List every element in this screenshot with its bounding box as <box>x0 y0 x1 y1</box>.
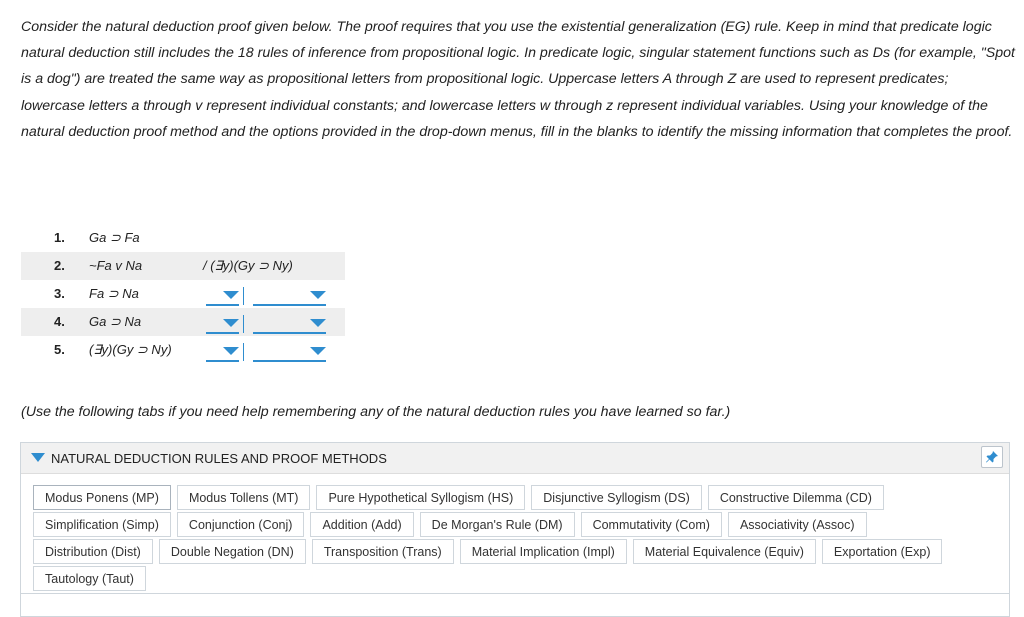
line-number: 1. <box>54 230 65 245</box>
proof-line-1 <box>21 224 345 252</box>
proof-table <box>21 224 345 364</box>
tab-material-implication[interactable]: Material Implication (Impl) <box>460 539 627 564</box>
proof-line-4 <box>21 308 345 336</box>
tab-row-3 <box>33 539 993 566</box>
justification-lines-dropdown[interactable] <box>206 343 239 362</box>
justification-rule-dropdown[interactable] <box>253 315 326 334</box>
rules-panel <box>20 442 1010 617</box>
line-formula: Ga ⊃ Fa <box>89 230 140 245</box>
tab-associativity[interactable]: Associativity (Assoc) <box>728 512 867 537</box>
tab-conjunction[interactable]: Conjunction (Conj) <box>177 512 305 537</box>
tab-row-2 <box>33 512 993 539</box>
tab-pure-hypothetical-syllogism[interactable]: Pure Hypothetical Syllogism (HS) <box>316 485 525 510</box>
tab-modus-ponens[interactable]: Modus Ponens (MP) <box>33 485 171 510</box>
line-formula: (∃y)(Gy ⊃ Ny) <box>89 342 172 357</box>
chevron-down-icon <box>310 291 326 299</box>
divider <box>243 315 244 333</box>
hint-text: (Use the following tabs if you need help remembering any of the natural deduction rules you have learned so far.) <box>21 404 731 420</box>
tab-row-4 <box>33 566 993 593</box>
justification-rule-dropdown[interactable] <box>253 287 326 306</box>
line-number: 4. <box>54 314 65 329</box>
tab-transposition[interactable]: Transposition (Trans) <box>312 539 454 564</box>
tab-addition[interactable]: Addition (Add) <box>310 512 413 537</box>
line-number: 2. <box>54 258 65 273</box>
tab-constructive-dilemma[interactable]: Constructive Dilemma (CD) <box>708 485 884 510</box>
chevron-down-icon <box>310 347 326 355</box>
line-formula: Ga ⊃ Na <box>89 314 142 329</box>
instructions-text: Consider the natural deduction proof given below. The proof requires that you use the existential generalization (EG) rule. Keep in mind that predicate logic natural deduction still includes the 18 rules of inference from propositional logic. In predicate logic, singular statement functions such as Ds (for example, "Spot is a dog") are treated the same way as propositional letters from propositional logic. Uppercase letters A through Z are used to represent predicates; lowercase letters a through v represent individual constants; and lowercase letters w through z represent individual variables. Using your knowledge of the natural deduction proof method and the options provided in the drop-down menus, fill in the blanks to identify the missing information that completes the proof. <box>21 19 1015 140</box>
justification-lines-dropdown[interactable] <box>206 287 239 306</box>
line-formula: Fa ⊃ Na <box>89 286 139 301</box>
tab-disjunctive-syllogism[interactable]: Disjunctive Syllogism (DS) <box>531 485 702 510</box>
tab-simplification[interactable]: Simplification (Simp) <box>33 512 171 537</box>
proof-line-2 <box>21 252 345 280</box>
line-number: 5. <box>54 342 65 357</box>
tab-material-equivalence[interactable]: Material Equivalence (Equiv) <box>633 539 816 564</box>
tab-distribution[interactable]: Distribution (Dist) <box>33 539 153 564</box>
pin-button[interactable] <box>981 446 1003 468</box>
proof-line-5 <box>21 336 345 364</box>
proof-line-3 <box>21 280 345 308</box>
tab-content-border <box>21 593 1009 594</box>
tab-tautology[interactable]: Tautology (Taut) <box>33 566 146 591</box>
panel-title: NATURAL DEDUCTION RULES AND PROOF METHODS <box>51 451 387 466</box>
tab-commutativity[interactable]: Commutativity (Com) <box>581 512 722 537</box>
tab-de-morgans-rule[interactable]: De Morgan's Rule (DM) <box>420 512 575 537</box>
tab-modus-tollens[interactable]: Modus Tollens (MT) <box>177 485 311 510</box>
chevron-down-icon <box>223 347 239 355</box>
rules-tabs <box>33 485 993 593</box>
tab-exportation[interactable]: Exportation (Exp) <box>822 539 943 564</box>
justification-lines-dropdown[interactable] <box>206 315 239 334</box>
panel-header[interactable] <box>21 443 1009 474</box>
tab-row-1 <box>33 485 993 512</box>
tab-double-negation[interactable]: Double Negation (DN) <box>159 539 306 564</box>
chevron-down-icon <box>310 319 326 327</box>
chevron-down-icon <box>223 291 239 299</box>
collapse-triangle-icon <box>31 453 45 462</box>
conclusion-note: / (∃y)(Gy ⊃ Ny) <box>203 258 293 273</box>
line-formula: ~Fa v Na <box>89 258 143 273</box>
line-number: 3. <box>54 286 65 301</box>
justification-rule-dropdown[interactable] <box>253 343 326 362</box>
divider <box>243 287 244 305</box>
divider <box>243 343 244 361</box>
pin-icon <box>985 450 999 464</box>
chevron-down-icon <box>223 319 239 327</box>
